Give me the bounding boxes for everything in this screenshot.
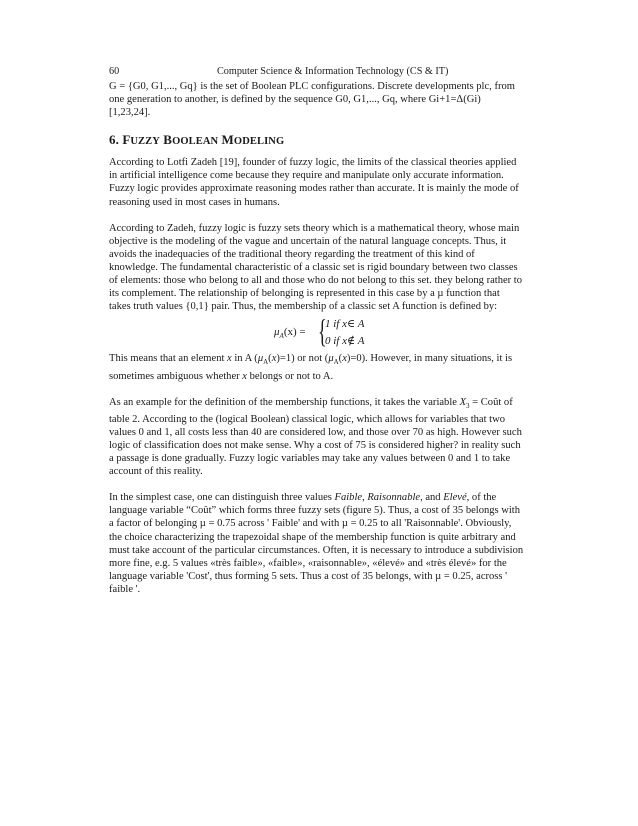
formula-lhs: $\mu_A(x)$ = (274, 326, 306, 341)
paragraph-zadeh-limits: According to Lotfi Zadeh [19], founder of fuzzy logic, the limits of the classical theories applied in artificial intelligence come because they require and manipulate only accurate information. Fuzzy logic provides approximate reasoning modes rather than accurate. It is mainly the mode of reasoning used in most cases in humans. (109, 157, 519, 208)
page-number: 60 (109, 66, 120, 77)
paragraph-cost-example: As an example for the definition of the membership functions, it takes the variable $X_3$ = Coût of table 2. According to the (logical Boolean) classical logic, which allows for variables that two values 0 and 1, all costs less than 40 are considered low, and those over 70 as high. However such logic of classification does not make sense. Why a cost of 75 is considered higher? in reality such a passage is done gradually. Fuzzy logic variables may take any values between 0 and 1 to take account of this reality. (109, 396, 522, 478)
intro-line-2: one generation to another, is defined by the sequence G0, G1,..., Gq, where Gi+1=Δ(Gi) (109, 94, 481, 106)
intro-paragraph (109, 80, 536, 119)
page (109, 66, 536, 596)
membership-formula (109, 315, 536, 351)
paragraph-three-values: In the simplest case, one can distinguish three values Faible, Raisonnable, and Elevé, of the language variable “Coût” which forms three fuzzy sets (figure 5). Thus, a cost of 35 belongs with a factor of belonging µ = 0.75 across ' Faible' and with µ = 0.25 to all 'Raisonnable'. Obviously, the choice characterizing the trapezoidal shape of the membership function is quite arbitrary and must take account of the particular circumstances. Often, it is necessary to introduce a subdivision more fine, e.g. 5 values «très faible», «faible», «raisonnable», «élevé» and «très élevé» for the language variable 'Cost', thus forming 5 sets. Thus a cost of 35 belongs, with µ = 0.25, across ' faible '. (109, 492, 524, 595)
intro-line-1: G = {G0, G1,..., Gq} is the set of Boolean PLC configurations. Discrete developments plc, from (109, 81, 515, 92)
intro-line-3: [1,23,24]. (109, 107, 151, 119)
running-header (109, 66, 536, 80)
paragraph-fuzzy-sets-theory: According to Zadeh, fuzzy logic is fuzzy sets theory which is a mathematical theory, whose main objective is the modeling of the vague and uncertain of the natural language concepts. Thus, it avoids the inadequacies of the traditional theory regarding the treatment of this kind of knowledge. The fundamental characteristic of a classic set is rigid boundary between two classes of elements: those who belong to all and those who do not belong to this set. they belong rather to its complement. The relationship of belonging is represented in this case by a µ function that takes truth values {0,1} pair. Thus, the membership of a classic set A function is defined by: (109, 222, 523, 313)
formula-case-2: 0 if x∉ A (325, 335, 365, 348)
running-title: Computer Science & Information Technology (CS & IT) (217, 66, 449, 77)
section-heading: 6. FUZZY BOOLEAN MODELING (109, 132, 285, 148)
formula-case-1: 1 if x∈ A (325, 318, 365, 331)
paragraph-element-membership: This means that an element x in A $(\mu_A(x)=1)$ or not $(\mu_A(x)=0)$. However, in many situations, it is sometimes ambiguous whether x belongs or not to A. (109, 353, 513, 382)
formula-brace: { (318, 314, 327, 351)
